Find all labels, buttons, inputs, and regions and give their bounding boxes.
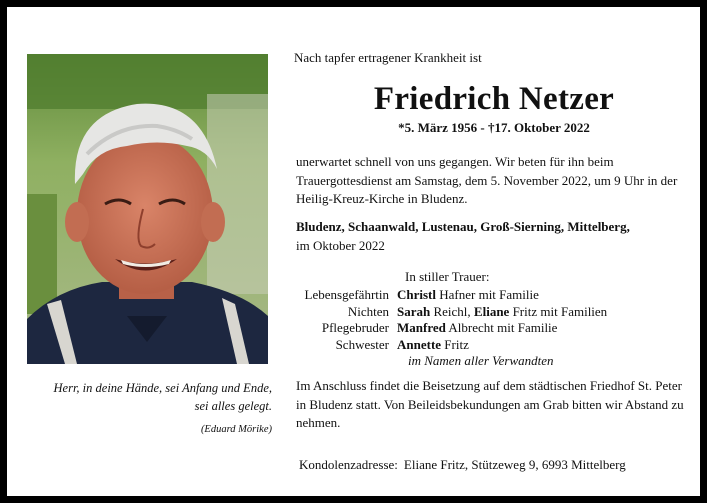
mourner-name: Sarah [397,303,431,319]
mourner-detail: Fritz [441,336,469,352]
condolence-label: Kondolenzadresse: [299,457,398,472]
obituary-card [7,7,700,496]
mourner-relation: Schwester [335,336,389,352]
places-list: Bludenz, Schaanwald, Lustenau, Groß-Sierning, Mittelberg, [296,219,630,234]
mourner-relation: Nichten [347,303,389,319]
mourner-row [294,320,607,337]
portrait-photo [27,54,268,364]
mourner-detail: Fritz mit Familien [509,303,608,319]
life-dates: *5. März 1956 - †17. Oktober 2022 [398,120,590,135]
quote-line: Herr, in deine Hände, sei Anfang und Ende, [53,381,272,395]
mourner-relation: Lebensgefährtin [304,287,389,302]
mourner-name: Christl [397,287,436,302]
mourner-row [294,287,607,304]
mourner-name: Eliane [473,303,510,319]
mourner-detail: Albrecht mit Familie [445,320,558,335]
mourners-list [294,287,607,370]
mourner-name: Manfred [397,320,446,335]
condolence-address [299,457,626,473]
service-paragraph: unerwartet schnell von uns gegangen. Wir beten für ihn beim Trauergottesdienst am Samstag, dem 5. November 2022, um 9 Uhr in der Heilig-Kreuz-Kirche in Bludenz. [296,154,678,206]
mourner-row [294,337,607,354]
intro-text: Nach tapfer ertragener Krankheit ist [294,50,482,65]
burial-paragraph: Im Anschluss findet die Beisetzung auf dem städtischen Friedhof St. Peter in Bludenz statt. Von Beileidsbekundungen am Grab bitten wir Abstand zu nehmen. [296,378,684,430]
memorial-quote [27,379,272,439]
quote-line: sei alles gelegt. [194,399,272,413]
condolence-value: Eliane Fritz, Stützeweg 9, 6993 Mittelberg [403,457,626,472]
places-block [296,218,691,255]
mourner-detail: Reichl, [430,303,474,319]
mourning-title: In stiller Trauer: [405,269,490,284]
quote-source: (Eduard Mörike) [200,424,272,435]
mourner-name: Annette [397,336,442,352]
place-date: im Oktober 2022 [296,237,385,253]
deceased-name: Friedrich Netzer [373,81,615,117]
mourner-relation: Pflegebruder [321,320,389,335]
mourner-row [294,304,607,321]
mourner-detail: Hafner mit Familie [436,287,539,302]
family-line: im Namen aller Verwandten [408,353,554,368]
